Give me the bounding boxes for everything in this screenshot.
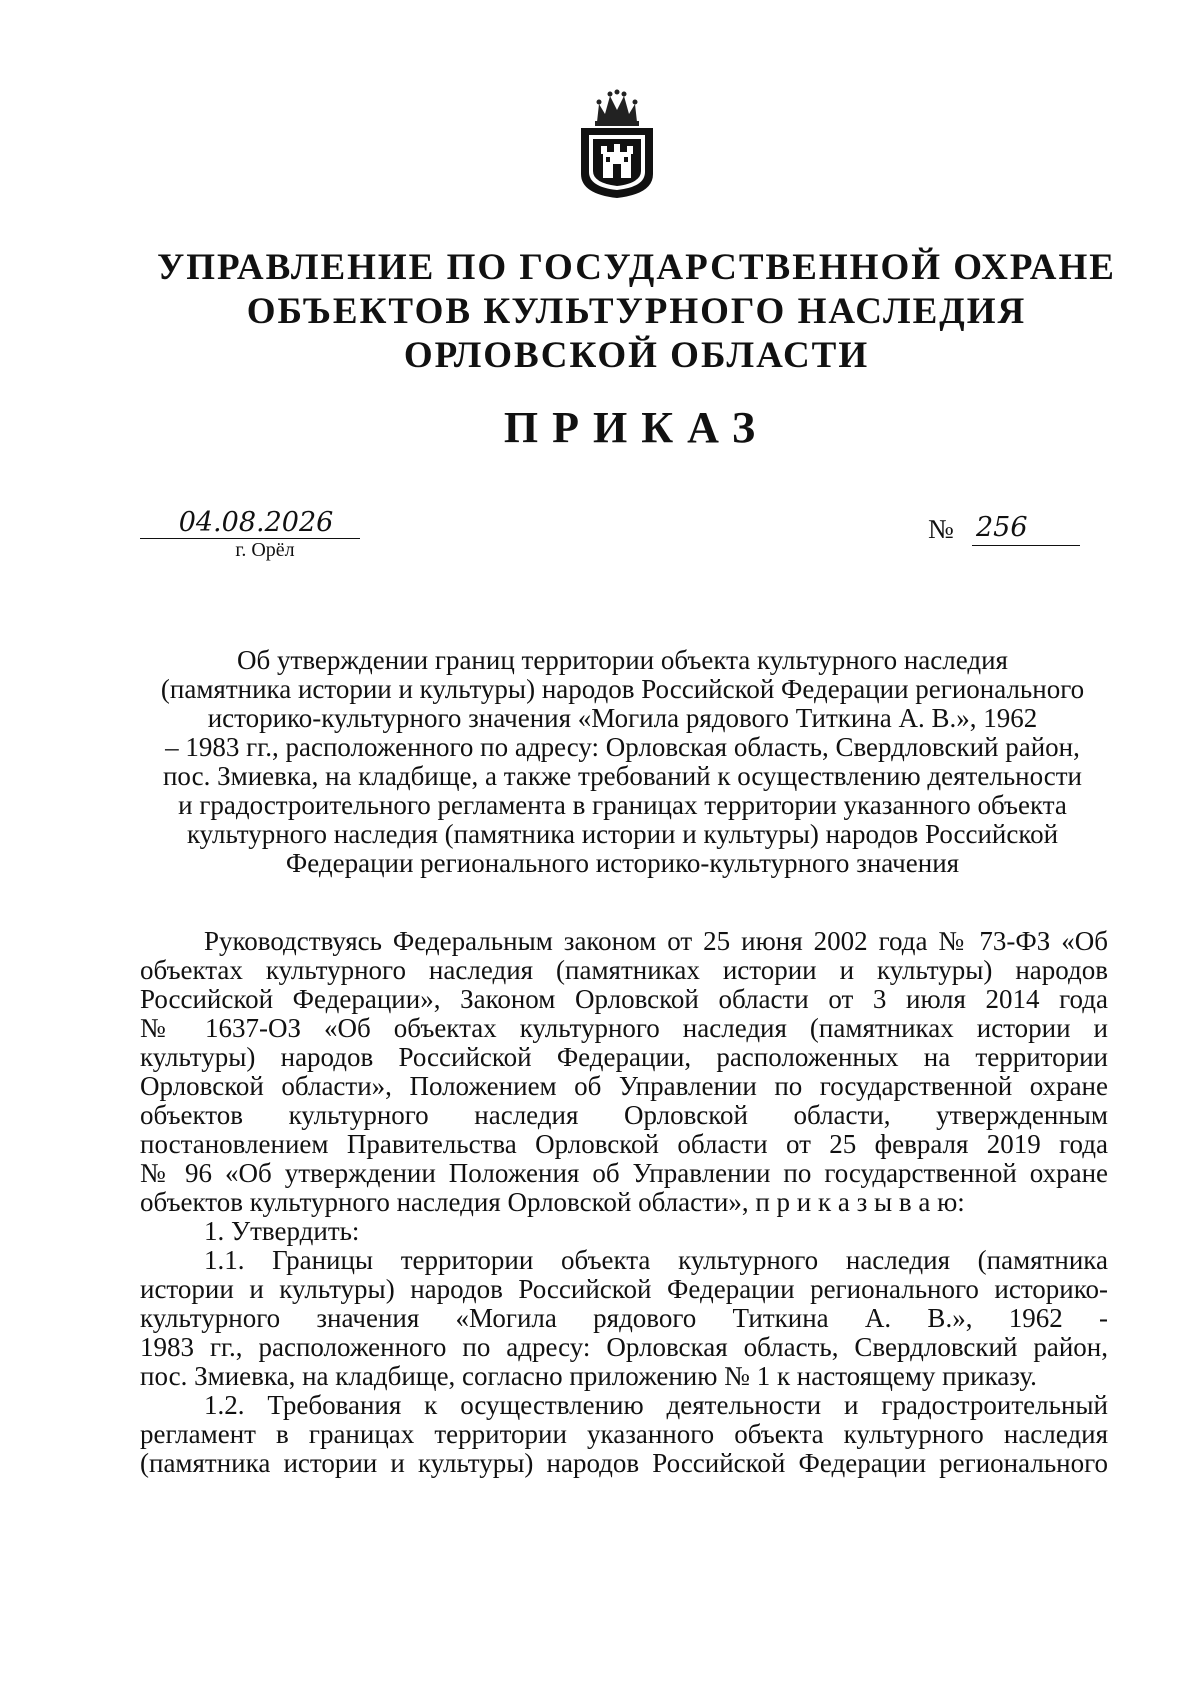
document-date: 04.08.2026 [140, 508, 360, 539]
body-line: 1.1. Границы территории объекта культурного наследия (памятника [204, 1245, 1108, 1275]
body-line: 1.2. Требования к осуществлению деятельности и градостроительный [204, 1390, 1108, 1420]
document-title [140, 646, 1105, 878]
body-line: регламент в границах территории указанного объекта культурного наследия [140, 1419, 1108, 1449]
document-number: 256 [972, 512, 1080, 546]
title-line: культурного наследия (памятника истории и культуры) народов Российской [186, 819, 1059, 849]
body-line: культуры) народов Российской Федерации, расположенных на территории [140, 1042, 1108, 1072]
agency-name [0, 246, 1200, 378]
coat-of-arms-icon [575, 88, 659, 200]
body-line: 1. Утвердить: [204, 1216, 360, 1246]
body-line: 1983 гг., расположенного по адресу: Орловская область, Свердловский район, [140, 1332, 1108, 1362]
body-line: № 96 «Об утверждении Положения об Управлении по государственной охране [140, 1158, 1108, 1188]
body-line: (памятника истории и культуры) народов Российской Федерации регионального [140, 1448, 1108, 1478]
body-line: культурного значения «Могила рядового Титкина А. В.», 1962 - [140, 1303, 1108, 1333]
agency-name-line-2: ОБЪЕКТОВ КУЛЬТУРНОГО НАСЛЕДИЯ [246, 291, 1027, 332]
body-line: № 1637-ОЗ «Об объектах культурного наследия (памятниках истории и [140, 1013, 1108, 1043]
number-sign: № [928, 514, 954, 544]
date-block [140, 508, 360, 561]
title-line: и градостроительного регламента в границах территории указанного объекта [178, 790, 1067, 820]
title-line: пос. Змиевка, на кладбище, а также требований к осуществлению деятельности [162, 761, 1082, 791]
body-line: Руководствуясь Федеральным законом от 25 июня 2002 года № 73-ФЗ «Об [204, 926, 1108, 956]
body-line: истории и культуры) народов Российской Федерации регионального историко- [140, 1274, 1108, 1304]
body-line: постановлением Правительства Орловской области от 25 февраля 2019 года [140, 1129, 1108, 1159]
title-line: (памятника истории и культуры) народов Российской Федерации регионального [160, 674, 1085, 704]
title-line: Федерации регионального историко-культурного значения [285, 848, 960, 878]
title-line: – 1983 гг., расположенного по адресу: Орловская область, Свердловский район, [165, 732, 1080, 762]
title-line: историко-культурного значения «Могила рядового Титкина А. В.», 1962 [207, 703, 1038, 733]
document-type-heading: ПРИКАЗ [503, 403, 770, 452]
document-number-block [928, 512, 1080, 546]
body-line: объектов культурного наследия Орловской области», п р и к а з ы в а ю: [140, 1187, 965, 1217]
body-line: Российской Федерации», Законом Орловской области от 3 июля 2014 года [140, 984, 1108, 1014]
title-line: Об утверждении границ территории объекта культурного наследия [237, 645, 1008, 675]
body-line: объектов культурного наследия Орловской области, утвержденным [140, 1100, 1108, 1130]
agency-name-line-3: ОРЛОВСКОЙ ОБЛАСТИ [403, 335, 870, 376]
body-line: пос. Змиевка, на кладбище, согласно приложению № 1 к настоящему приказу. [140, 1361, 1037, 1391]
document-body [140, 927, 1108, 1478]
body-line: Орловской области», Положением об Управлении по государственной охране [140, 1071, 1108, 1101]
document-city: г. Орёл [235, 539, 295, 561]
agency-name-line-1: УПРАВЛЕНИЕ ПО ГОСУДАРСТВЕННОЙ ОХРАНЕ [157, 247, 1116, 288]
body-line: объектах культурного наследия (памятниках истории и культуры) народов [140, 955, 1108, 985]
